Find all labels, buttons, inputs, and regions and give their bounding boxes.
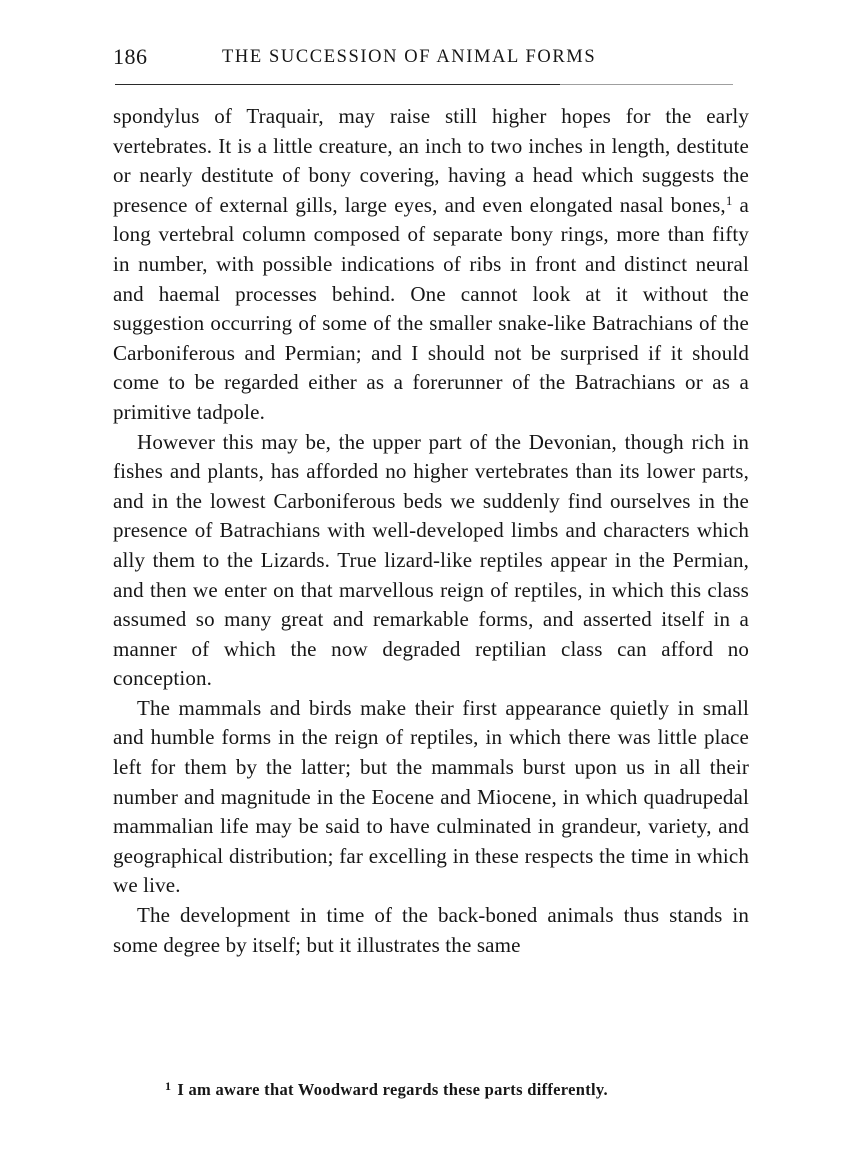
footnote-marker: 1: [165, 1079, 172, 1093]
page-header: [113, 44, 753, 74]
footnote: [165, 1079, 725, 1101]
paragraph-1-text-b: a long vertebral column composed of separate bony rings, more than fifty in number, with possible indications of ribs in front and distinct neural and haemal processes behind. One cannot look at it without the suggestion occurring of some of the smaller snake-like Batrachians of the Carboniferous and Permian; and I should not be surprised if it should come to be regarded either as a forerunner of the Batrachians or as a primitive tadpole.: [113, 192, 750, 424]
footnote-reference: 1: [725, 192, 733, 208]
paragraph-4: The development in time of the back-boned animals thus stands in some degree by itself; but it illustrates the same: [113, 903, 749, 957]
paragraph-2: However this may be, the upper part of the Devonian, though rich in fishes and plants, has afforded no higher vertebrates than its lower parts, and in the lowest Carboniferous beds we suddenly find ourselves in the presence of Batrachians with well-developed limbs and characters which ally them to the Lizards. True lizard-like reptiles appear in the Permian, and then we enter on that marvellous reign of reptiles, in which this class assumed so many great and remarkable forms, and asserted itself in a manner of which the now degraded reptilian class can afford no conception.: [113, 429, 749, 691]
footnote-text: I am aware that Woodward regards these parts differently.: [177, 1080, 608, 1099]
paragraph-3: The mammals and birds make their first appearance quietly in small and humble forms in the reign of reptiles, in which there was little place left for them by the latter; but the mammals burst upon us in all their number and magnitude in the Eocene and Miocene, in which quadrupedal mammalian life may be said to have culminated in grandeur, variety, and geographical distribution; far excelling in these respects the time in which we live.: [113, 695, 749, 898]
header-rule-fade: [560, 84, 735, 87]
paragraph-1-text-a: spondylus of Traquair, may raise still higher hopes for the early vertebrates. It is a little creature, an inch to two inches in length, destitute or nearly destitute of bony covering, having a head which suggests the presence of external gills, large eyes, and even elongated nasal bones,: [113, 104, 749, 217]
running-title: THE SUCCESSION OF ANIMAL FORMS: [222, 47, 597, 67]
paragraph-1: [113, 102, 749, 428]
body-text: [113, 102, 749, 960]
page-number: 186: [113, 44, 148, 69]
